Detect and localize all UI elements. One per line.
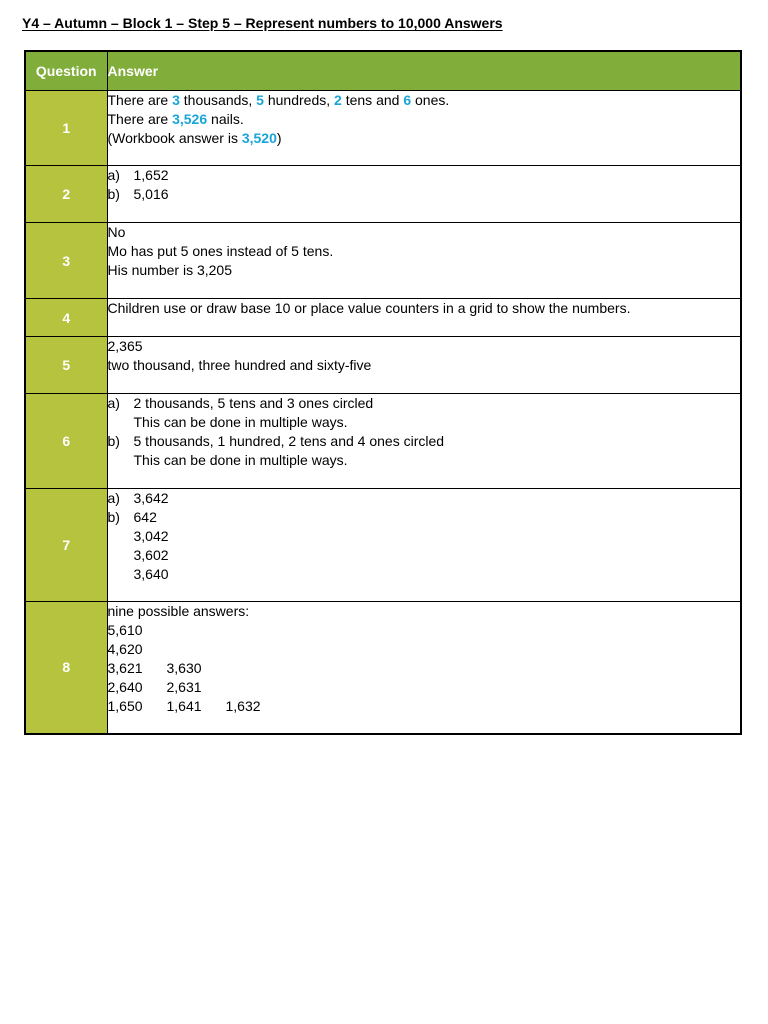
answer-line: No — [107, 224, 126, 240]
answer-note: This can be done in multiple ways. — [133, 452, 348, 468]
answer-line: 3,621 3,630 — [107, 660, 202, 676]
answer-cell — [107, 299, 741, 337]
answer-line: a) 1,652 — [107, 167, 169, 183]
table-row — [25, 299, 741, 337]
answer-line: 2,365 — [107, 338, 143, 354]
table-row — [25, 223, 741, 299]
question-number: 3 — [25, 223, 107, 299]
answer-line: 2,640 2,631 — [107, 679, 202, 695]
question-number: 8 — [25, 602, 107, 734]
table-header-row — [25, 51, 741, 91]
question-number: 6 — [25, 394, 107, 489]
answer-line: b) 5,016 — [107, 186, 169, 202]
answer-cell — [107, 166, 741, 223]
answer-line: nine possible answers: — [107, 603, 250, 619]
table-row — [25, 91, 741, 166]
answer-line: b) 642 — [107, 509, 157, 525]
answer-line: There are 3 thousands, 5 hundreds, 2 tens and 6 ones. — [107, 92, 450, 108]
answer-cell — [107, 91, 741, 166]
table-row — [25, 602, 741, 734]
answer-line: 5,610 — [107, 622, 143, 638]
answer-cell — [107, 394, 741, 489]
answer-line: (Workbook answer is 3,520) — [107, 130, 282, 146]
question-number: 2 — [25, 166, 107, 223]
answer-column-header: Answer — [107, 51, 741, 91]
answer-line: 4,620 — [107, 641, 143, 657]
answer-cell — [107, 602, 741, 734]
answer-line: 3,602 — [133, 547, 169, 563]
table-row — [25, 489, 741, 602]
answer-note: This can be done in multiple ways. — [133, 414, 348, 430]
answer-line: His number is 3,205 — [107, 262, 233, 278]
question-number: 4 — [25, 299, 107, 337]
answer-line: a) 2 thousands, 5 tens and 3 ones circled — [107, 395, 374, 411]
answer-line: 3,640 — [133, 566, 169, 582]
answers-table — [24, 50, 742, 735]
answer-line: a) 3,642 — [107, 490, 169, 506]
table-row — [25, 337, 741, 394]
answer-line: 3,042 — [133, 528, 169, 544]
table-row — [25, 394, 741, 489]
table-row — [25, 166, 741, 223]
answer-cell — [107, 337, 741, 394]
question-number: 7 — [25, 489, 107, 602]
answer-line: 1,650 1,641 1,632 — [107, 698, 261, 714]
answer-line: two thousand, three hundred and sixty-five — [107, 357, 372, 373]
question-number: 5 — [25, 337, 107, 394]
answer-line: Mo has put 5 ones instead of 5 tens. — [107, 243, 334, 259]
question-column-header: Question — [25, 51, 107, 91]
answer-line: b) 5 thousands, 1 hundred, 2 tens and 4 ones circled — [107, 433, 445, 449]
answer-cell — [107, 489, 741, 602]
answer-line: Children use or draw base 10 or place value counters in a grid to show the numbers. — [107, 300, 631, 316]
answer-cell — [107, 223, 741, 299]
question-number: 1 — [25, 91, 107, 166]
page-title: Y4 – Autumn – Block 1 – Step 5 – Represent numbers to 10,000 Answers — [22, 15, 503, 31]
answer-line: There are 3,526 nails. — [107, 111, 244, 127]
